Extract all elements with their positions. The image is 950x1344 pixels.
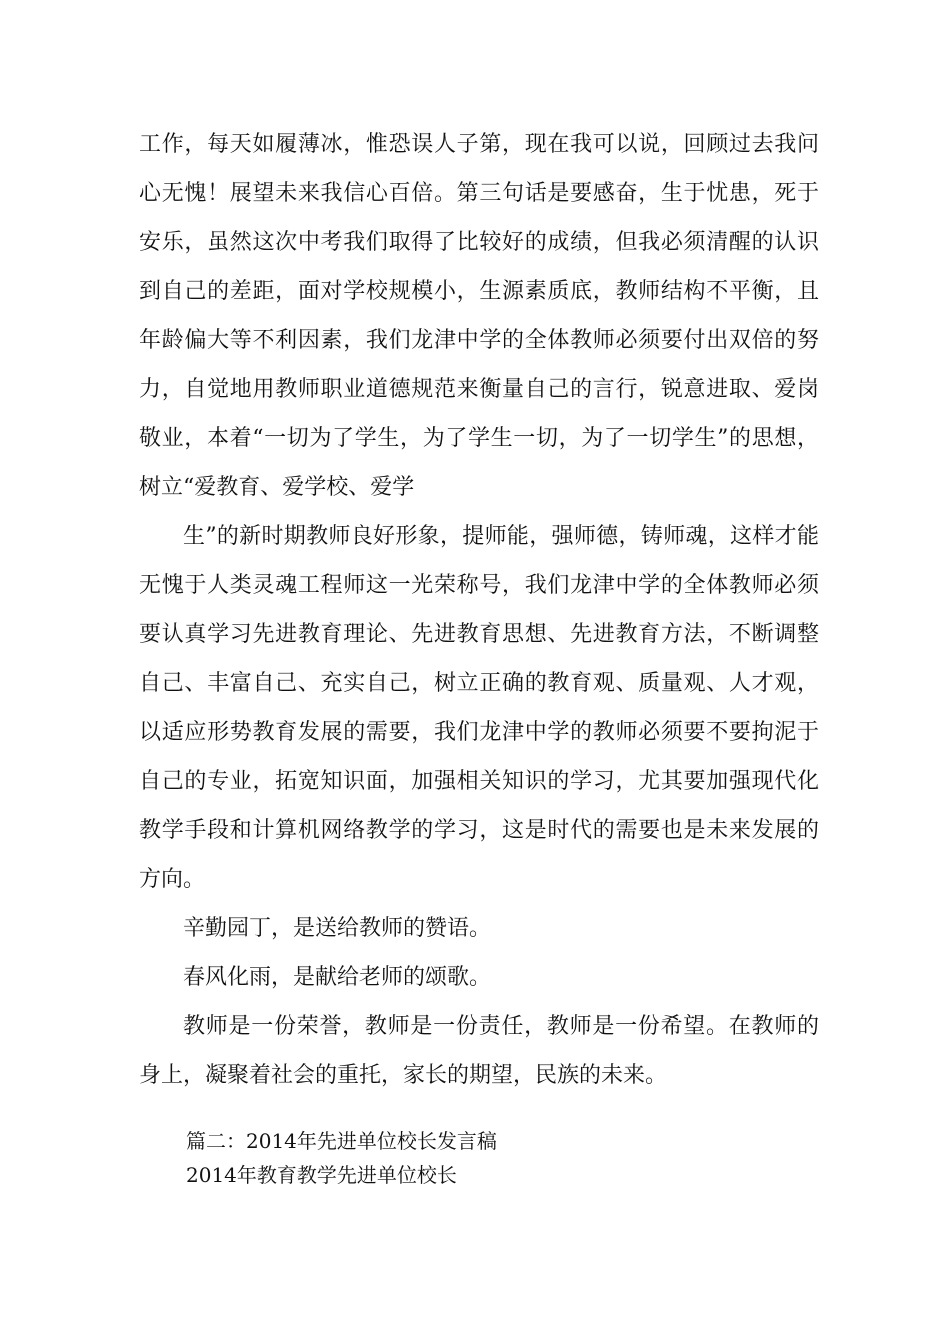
section-heading: 篇二：2014年先进单位校长发言稿 (186, 1129, 497, 1153)
section-headings (186, 1124, 826, 1192)
paragraph-gardener: 辛勤园丁，是送给教师的赞语。 (183, 916, 492, 941)
document-body (139, 120, 819, 1100)
paragraph-teacher-image: 生”的新时期教师良好形象，提师能，强师德，铸师魂，这样才能无愧于人类灵魂工程师这一光荣称号，我们龙津中学的全体教师必须要认真学习先进教育理论、先进教育思想、先进教育方法，不断调整自己、丰富自己、充实自己，树立正确的教育观、质量观、人才观，以适应形势教育发展的需要，我们龙津中学的教师必须要不要拘泥于自己的专业，拓宽知识面，加强相关知识的学习，尤其要加强现代化教学手段和计算机网络教学的学习，这是时代的需要也是未来发展的方向。 (139, 524, 819, 892)
paragraph-spring-wind: 春风化雨，是献给老师的颂歌。 (183, 965, 492, 990)
paragraph-continued: 工作，每天如履薄冰，惟恐误人子第，现在我可以说，回顾过去我问心无愧！展望未来我信心百倍。第三句话是要感奋，生于忧患，死于安乐，虽然这次中考我们取得了比较好的成绩，但我必须清醒的认识到自己的差距，面对学校规模小，生源素质底，教师结构不平衡，且年龄偏大等不利因素，我们龙津中学的全体教师必须要付出双倍的努力，自觉地用教师职业道德规范来衡量自己的言行，锐意进取、爱岗敬业，本着“一切为了学生，为了学生一切，为了一切学生”的思想，树立“爱教育、爱学校、爱学 (139, 132, 819, 500)
paragraph-teacher-honor: 教师是一份荣誉，教师是一份责任，教师是一份希望。在教师的身上，凝聚着社会的重托，家长的期望，民族的未来。 (139, 1014, 819, 1088)
section-subheading: 2014年教育教学先进单位校长 (186, 1163, 457, 1187)
